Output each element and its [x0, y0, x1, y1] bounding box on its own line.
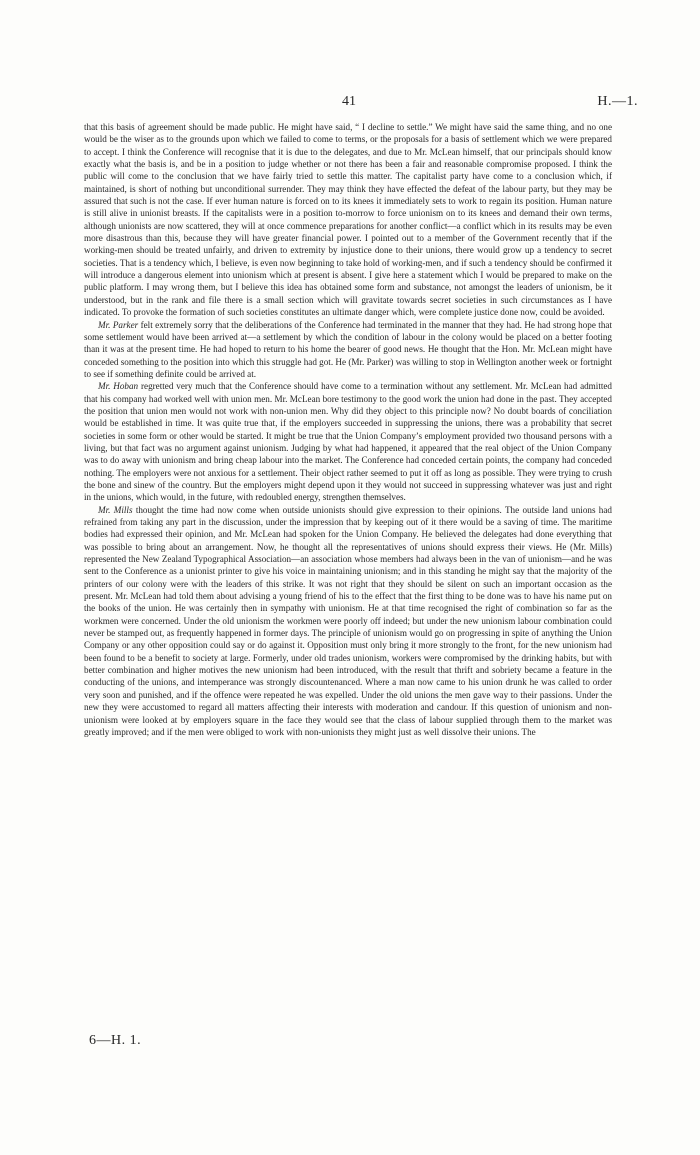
paragraph-text: that this basis of agreement should be made public. He might have said, “ I decline to settle.” We might have said the same thing, and no one would be the wiser as to the grounds upon which we failed to come to terms, or the proposals for a basis of settlement which we were prepared to accept. I think the Conference will recognise that it is due to the delegates, and due to Mr. McLean himself, that our principals should know exactly what the basis is, and be in a position to judge whether or not there has been a fair and reasonable compromise proposed. I think the public will come to the conclusion that we have fairly tried to settle this matter. The capitalist party have come to a conclusion which, if maintained, is short of nothing but unconditional surrender. They may think they have effected the defeat of the labour party, but they may be assured that such is not the case. If ever human nature is forced on to its knees it immediately sets to work to regain its position. Human nature is still alive in unionist breasts. If the capitalists were in a position to-morrow to force unionism on to its knees and demand their own terms, although unionists are now scattered, they will at once commence preparations for another conflict—a conflict which in its results may be even more disastrous than this, because they will have greater financial power. I pointed out to a member of the Government recently that if the working-men should be treated unfairly, and driven to extremity by injustice done to their unions, there would grow up a tendency to secret societies. That is a tendency which, I believe, is even now beginning to take hold of working-men, and if such a tendency should be confirmed it will introduce a dangerous element into unionism which at present is absent. I give here a statement which I would be prepared to make on the public platform. I may wrong them, but I believe this idea has obtained some form and substance, not amongst the leaders of unionism, be it understood, but in the rank and file there is a small section which will gravitate towards secret societies in such circumstances as I have indicated. To provoke the formation of such societies constitutes an ultimate danger which, were complete justice done now, could be avoided.: [84, 122, 612, 318]
paragraph-text: regretted very much that the Conference should have come to a termination without any settlement. Mr. McLean had admitted that his company had worked well with union men. Mr. McLean bore testimony to the good work the union had done in the past. They accepted the position that union men would not work with non-union men. Why did they object to this principle now? No doubt boards of conciliation would be established in time. It was quite true that, if the employers succeeded in suppressing the unions, there was a probability that secret societies in some form or other would be started. It might be true that the Union Company’s employment provided two thousand persons with a living, but that fact was no argument against unionism. Judging by what had happened, it appeared that the real object of the Union Company was to do away with unionism and bring cheap labour into the market. The Conference had conceded certain points, the company had conceded nothing. The employers were not anxious for a settlement. Their object rather seemed to put it off as long as possible. They were trying to crush the bone and sinew of the country. But the employers might depend upon it they would not succeed in suppressing whatever was just and right in the unions, which would, in the future, with redoubled energy, strengthen themselves.: [84, 381, 612, 503]
paragraph: [84, 319, 612, 381]
paragraph: [84, 504, 612, 739]
page-header: [84, 94, 638, 114]
paragraph: [84, 380, 612, 503]
speaker-name: Mr. Hoban: [98, 381, 139, 392]
speaker-name: Mr. Mills: [98, 504, 133, 515]
body-text: [84, 121, 612, 738]
series-code: H.—1.: [597, 94, 638, 109]
signature-mark: 6—H. 1.: [89, 1033, 142, 1048]
page-number: 41: [342, 94, 356, 109]
paragraph-text: felt extremely sorry that the deliberations of the Conference had terminated in the manner that they had. He had strong hope that some settlement would have been arrived at—a settlement by which the condition of labour in the colony would be placed on a better footing than it was at the present time. He had hoped to return to his home the bearer of good news. He thought that the Hon. Mr. McLean might have conceded something to the position into which this struggle had got. He (Mr. Parker) was willing to stop in Wellington another week or fortnight to see if something definite could be arrived at.: [84, 319, 613, 379]
paragraph-text: thought the time had now come when outside unionists should give expression to their opinions. The outside land unions had refrained from taking any part in the discussion, under the impression that by keeping out of it there would be a saving of time. The maritime bodies had expressed their opinion, and Mr. McLean had spoken for the Union Company. He believed the delegates had done everything that was possible to bring about an arrangement. Now, he thought all the representatives of unions should express their views. He (Mr. Mills) represented the New Zealand Typographical Association—an association whose members had always been in the van of unionism—and he was sent to the Conference as a unionist printer to give his voice in maintaining unionism; and in this standing he might say that the majority of the printers of our colony were with the leaders of this strike. It was not right that they should be silent on such an important occasion as the present. Mr. McLean had told them about advising a young friend of his to the effect that the first thing to be done was to have his name put on the books of the union. He was certainly then in sympathy with unionism. He at that time recognised the right of combination so far as the workmen were concerned. Under the old unionism the workmen were poorly off indeed; but under the new unionism labour combination could never be stamped out, as frequently happened in former days. The principle of unionism would go on progressing in spite of anything the Union Company or any other opposition could say or do against it. Opposition must only bring it more strongly to the front, for the new unionism had been found to be a benefit to society at large. Formerly, under old trades unionism, workers were compromised by the drinking habits, but with better combination and higher motives the new unionism had been introduced, with the result that thrift and sobriety became a feature in the conducting of the unions, and intemperance was strongly discountenanced. Where a man now came to his union drunk he was called to order very soon and punished, and if the offence were repeated he was expelled. Under the old unions the men gave way to their passions. Under the new they were accustomed to regard all matters affecting their interests with moderation and candour. If this question of unionism and non-unionism were looked at by employers square in the face they would see that the class of labour supplied through them to the market was greatly improved; and if the men were obliged to work with non-unionists they might just as well dissolve their unions. The: [84, 504, 612, 737]
paragraph: [84, 121, 612, 319]
speaker-name: Mr. Parker: [98, 319, 139, 330]
